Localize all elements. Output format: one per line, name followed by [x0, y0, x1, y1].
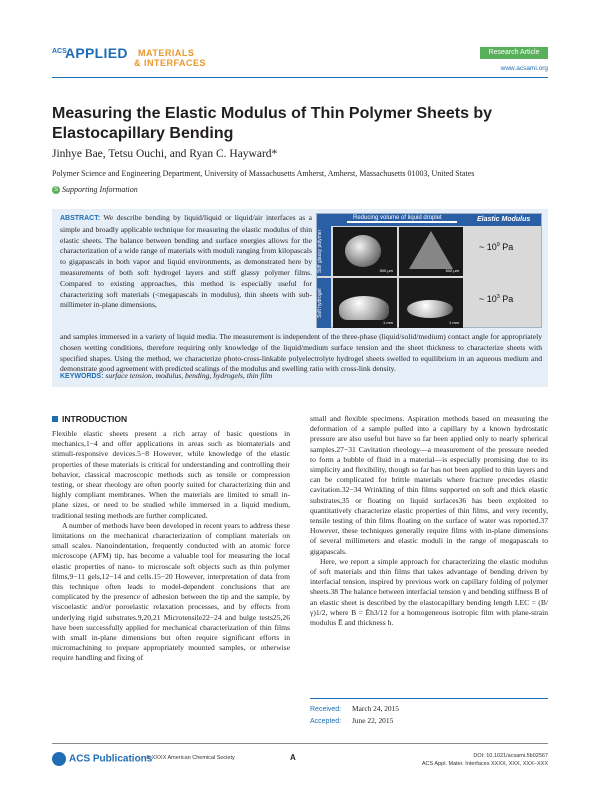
paragraph: Here, we report a simple approach for characterizing the elastic modulus of soft materials and thin films that takes advantage of bending driven by interfacial tension, inspired by previous work on capillary folding of polymer sheets.38 The balance between interfacial tension γ and bending stiffness B of an elastic sheet is described by the elastocapillary bending length LEC = (B/γ)1/2, where B = Ēh3/12 for a homogeneous isotropic film with plane-strain modulus Ē and thickness h.	[310, 556, 548, 628]
article-title: Measuring the Elastic Modulus of Thin Polymer Sheets by Elastocapillary Bending	[52, 105, 493, 142]
toc-photo-soft-droplet	[333, 278, 397, 328]
journal-logo	[52, 45, 272, 73]
supporting-info-icon: S	[53, 187, 58, 193]
header-divider	[52, 77, 548, 78]
doi-link[interactable]: DOI: 10.1021/acsami.5b02567	[473, 753, 548, 759]
received-date-line: Received: March 24, 2015	[310, 704, 400, 713]
toc-row-label-stiff: Stiff glassy polymer	[317, 226, 331, 276]
toc-modulus-value-soft: ~ $10^3$ Pa	[479, 294, 514, 304]
abstract-text	[60, 213, 312, 311]
logo-materials: MATERIALS	[138, 48, 195, 58]
paragraph: A number of methods have been developed in recent years to address these limitations on the mechanical characterization of compliant materials on small scales. Nanoindentation, frequently conducted with an atomic force microscope (AFM) tip, has become a valuable tool for measuring the local elastic properties of nano- to microscale soft objects such as thin polymer films,9−11 gels,12−14 and cells.15−20 However, interpretation of data from this technique often leads to model-dependent conclusions that are complicated by the presence of adhesion between the tip and the sample, by viscoelastic and/or poroelastic relaxation processes, and by effects from underlying rigid substrates.9,20,21 Microtensile22−24 and bulge tests25,26 have been successfully applied for mechanical characterization of thin films with small in-plane dimensions but often require significant efforts in micromachining to prepare appropriately mounted samples, or otherwise require handling and fixing of	[52, 520, 290, 663]
logo-acs: ACS	[52, 48, 67, 55]
scale-bar-label: 500 μm	[445, 268, 459, 273]
logo-applied: APPLIED	[65, 45, 128, 61]
paragraph: small and flexible specimens. Aspiration methods based on measuring the deformation of a sample pulled into a capillary by a known hydrostatic pressure are also useful but have so far been applied only to nearly spherical samples.27−31 Cavitation rheology—a measurement of the pressure needed to form a bubble of fluid in a material—is especially promising due to its simplicity and flexibility, though so far has not been applied to thin layers and can be complicated for brittle materials where fracture precedes elastic cavitation.32−34 Wrinkling of thin films supported on soft and thick elastic substrates,35 or floating on liquid surfaces36 has been exploited to quantitatively characterize elastic properties of thin films, and very recently, tensile testing of thin films floating on the surface of water was reported.37 However, these techniques generally require films with in-plane dimensions of several millimeters and elastic moduli in the range of megapascals to gigapascals.	[310, 414, 548, 556]
publisher-logo[interactable]: ACS Publications	[52, 752, 152, 766]
article-dates	[310, 703, 399, 727]
toc-photo-stiff-droplet	[333, 227, 397, 276]
toc-row-label-soft: Soft hydrogel	[317, 278, 331, 328]
scale-bar-label: 1 mm	[383, 320, 393, 325]
footer-divider	[52, 743, 548, 744]
affiliation: Polymer Science and Engineering Department, University of Massachusetts Amherst, Amherst, Massachusetts 01003, United States	[52, 169, 475, 178]
abstract-label: ABSTRACT:	[60, 215, 101, 222]
page-number: A	[290, 753, 296, 762]
paragraph: Flexible elastic sheets present a rich array of basic questions in mechanics,1−4 and offer applications in areas such as biomaterials and stimuli-responsive devices.5−8 However, while knowledge of the elastic properties of these materials is critical for understanding and controlling their behavior, classical macroscopic methods such as tensile or compression testing, or shear rheology are often poorly suited for characterizing thin and highly compliant membranes. When the materials are limited to small in-plane sizes, or need to be studied while immersed in a liquid medium, traditional testing methods are further complicated.	[52, 429, 290, 520]
acs-logo-icon	[52, 752, 66, 766]
keywords-label: KEYWORDS:	[60, 373, 104, 380]
supporting-info-link[interactable]: Supporting Information	[62, 185, 138, 194]
toc-photo-stiff-folded	[399, 227, 463, 276]
abstract-body-part1: We describe bending by liquid/liquid or liquid/air interfaces as a simple and broadly applicable technique for measuring the elastic modulus of thin elastic sheets. The balance between bending and surface energies allows for the characterization of a wide range of materials with moduli ranging from kilopascals to gigapascals in both vapor and liquid environments, as demonstrated here by measurements of both soft hydrogel layers and stiff glassy polymer films. Compared to existing approaches, this method is especially useful for characterizing soft materials (<megapascals in modulus), thin sheets with sub-millimeter in-plane dimensions,	[60, 213, 312, 310]
scale-bar-label: 1 mm	[449, 320, 459, 325]
droplet-image	[345, 235, 381, 267]
journal-url-link[interactable]: www.acsami.org	[500, 65, 548, 72]
dates-divider	[310, 698, 548, 699]
scale-bar-label: 500 μm	[379, 268, 393, 273]
body-column-left	[52, 429, 290, 664]
logo-interfaces: & INTERFACES	[134, 58, 207, 68]
toc-header-label: Reducing volume of liquid droplet	[353, 215, 442, 221]
droplet-image	[339, 296, 389, 320]
toc-graphic	[316, 213, 542, 328]
arrow-right-icon	[347, 221, 457, 223]
article-type-badge: Research Article	[480, 47, 548, 59]
folded-gel-image	[407, 300, 453, 318]
folded-sheet-image	[409, 231, 453, 269]
accepted-date-line: Accepted: June 22, 2015	[310, 716, 394, 725]
toc-modulus-value-stiff: ~ $10^9$ Pa	[479, 242, 514, 252]
body-column-right	[310, 414, 548, 628]
author-list: Jinhye Bae, Tetsu Ouchi, and Ryan C. Hayward*	[52, 148, 278, 160]
toc-photo-soft-folded	[399, 278, 463, 328]
toc-header-bar	[317, 214, 541, 226]
doi-block	[422, 752, 548, 768]
copyright-notice: © XXXX American Chemical Society	[146, 755, 235, 761]
journal-citation: ACS Appl. Mater. Interfaces XXXX, XXX, XXX−XXX	[421, 761, 548, 767]
toc-modulus-label: Elastic Modulus	[477, 216, 531, 223]
abstract-body-part2: and samples immersed in a variety of liquid media. The measurement is independent of the three-phase (liquid/solid/medium) contact angle for appropriately chosen wetting conditions, therefore requiring only knowledge of the liquid/medium surface tension and the sheet thickness to characterize sheets with specified shapes. Using the method, we characterize photo-cross-linkable polyelectrolyte hydrogel sheets swelled to equilibrium in an aqueous medium and demonstrate good agreement with predicted scalings of the modulus and swelling ratio with cross-link density.	[60, 332, 542, 374]
keywords-list: surface tension, modulus, bending, hydrogels, thin film	[105, 371, 273, 380]
section-heading-introduction: INTRODUCTION	[62, 414, 128, 424]
keywords-line	[60, 371, 272, 380]
